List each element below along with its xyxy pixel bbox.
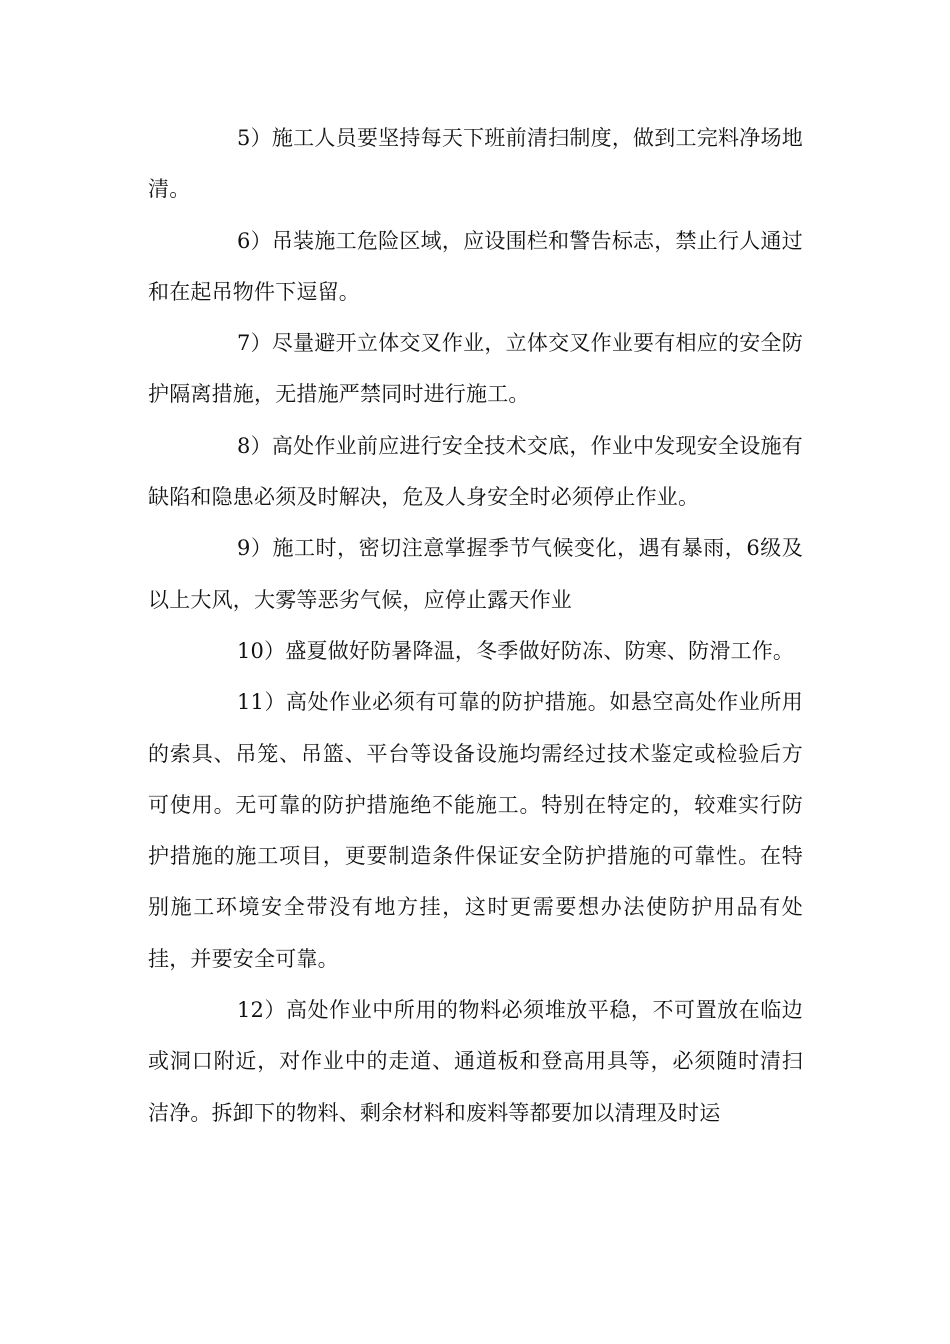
document-body [148, 113, 803, 1139]
paragraph-6: 6）吊装施工危险区域，应设围栏和警告标志，禁止行人通过和在起吊物件下逗留。 [148, 228, 803, 304]
paragraph-7: 7）尽量避开立体交叉作业，立体交叉作业要有相应的安全防护隔离措施，无措施严禁同时进行施工。 [148, 331, 803, 407]
paragraph-11: 11）高处作业必须有可靠的防护措施。如悬空高处作业所用的索具、吊笼、吊篮、平台等设备设施均需经过技术鉴定或检验后方可使用。无可靠的防护措施绝不能施工。特别在特定的，较难实行防护措施的施工项目，更要制造条件保证安全防护措施的可靠性。在特别施工环境安全带没有地方挂，这时更需要想办法使防护用品有处挂，并要安全可靠。 [148, 690, 803, 971]
paragraph-8: 8）高处作业前应进行安全技术交底，作业中发现安全设施有缺陷和隐患必须及时解决，危及人身安全时必须停止作业。 [148, 433, 803, 510]
paragraph-5: 5）施工人员要坚持每天下班前清扫制度，做到工完料净场地清。 [148, 126, 803, 202]
paragraph-9: 9）施工时，密切注意掌握季节气候变化，遇有暴雨，6级及以上大风，大雾等恶劣气候，应停止露天作业 [148, 536, 803, 612]
paragraph-10: 10）盛夏做好防暑降温，冬季做好防冻、防寒、防滑工作。 [237, 638, 795, 663]
paragraph-12: 12）高处作业中所用的物料必须堆放平稳，不可置放在临边或洞口附近，对作业中的走道、通道板和登高用具等，必须随时清扫洁净。拆卸下的物料、剩余材料和废料等都要加以清理及时运 [148, 998, 803, 1125]
